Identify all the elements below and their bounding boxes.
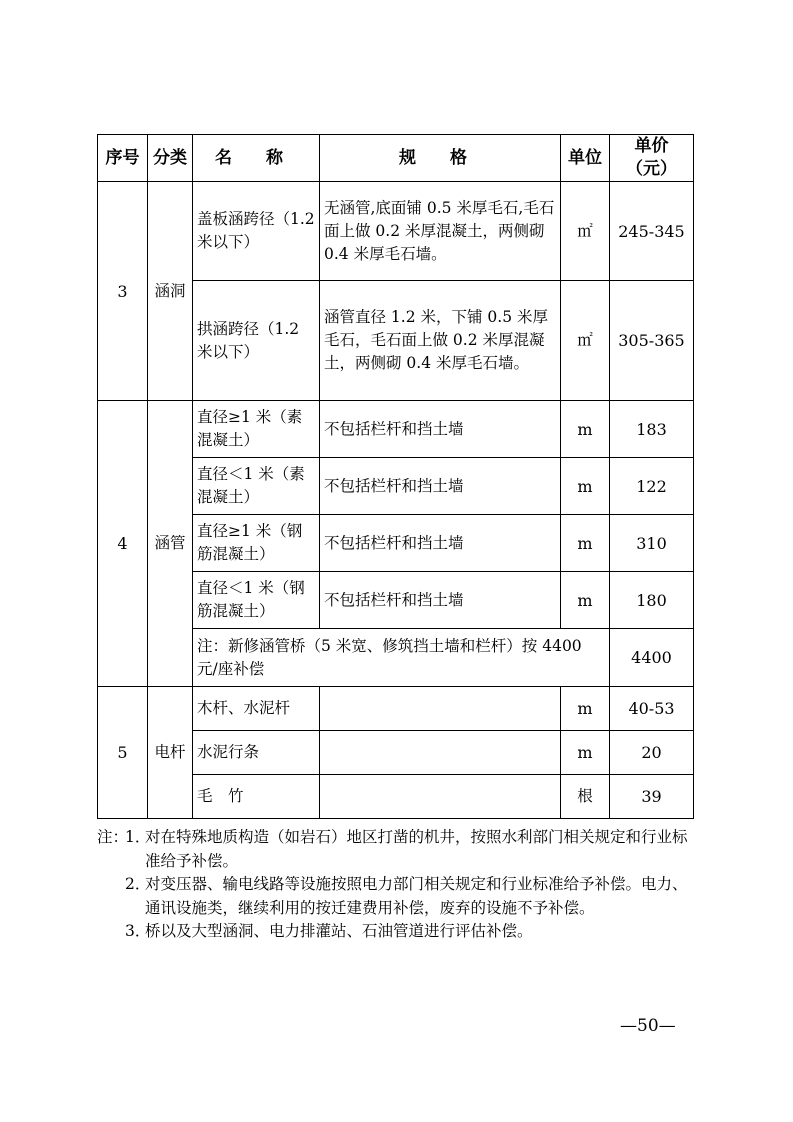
footnote-item bbox=[97, 826, 697, 873]
item-name: 木杆、水泥杆 bbox=[193, 687, 320, 731]
footnote-number: 1． bbox=[125, 828, 151, 846]
item-price: 183 bbox=[610, 401, 694, 458]
item-unit: m bbox=[561, 458, 610, 515]
item-spec: 涵管直径 1.2 米，下铺 0.5 米厚毛石，毛石面上做 0.2 米厚混凝土，两侧砌 0.4 米厚毛石墙。 bbox=[320, 281, 561, 401]
footnote-text: 对变压器、输电线路等设施按照电力部门相关规定和行业标准给予补偿。电力、通讯设施类，继续利用的按迁建费用补偿，废弃的设施不予补偿。 bbox=[145, 875, 688, 917]
page-number: —50— bbox=[620, 1016, 676, 1036]
group-category: 电杆 bbox=[148, 687, 193, 819]
item-price: 39 bbox=[610, 775, 694, 819]
item-unit: ㎡ bbox=[561, 281, 610, 401]
item-name: 直径≥1 米（钢筋混凝土） bbox=[193, 515, 320, 572]
item-spec bbox=[320, 731, 561, 775]
compensation-table bbox=[97, 134, 694, 819]
header-unit: 单位 bbox=[561, 135, 610, 182]
footnote-text: 桥以及大型涵洞、电力排灌站、石油管道进行评估补偿。 bbox=[145, 922, 533, 940]
item-price: 40-53 bbox=[610, 687, 694, 731]
item-name: 直径≥1 米（素混凝土） bbox=[193, 401, 320, 458]
item-unit: m bbox=[561, 572, 610, 629]
item-price: 20 bbox=[610, 731, 694, 775]
footnote-number: 2． bbox=[125, 875, 151, 893]
item-name: 拱涵跨径（1.2 米以下） bbox=[193, 281, 320, 401]
group-category: 涵管 bbox=[148, 401, 193, 687]
footnote-number: 3． bbox=[125, 922, 151, 940]
header-category: 分类 bbox=[148, 135, 193, 182]
item-name: 毛 竹 bbox=[193, 775, 320, 819]
item-spec: 不包括栏杆和挡土墙 bbox=[320, 515, 561, 572]
item-price: 310 bbox=[610, 515, 694, 572]
group-category: 涵洞 bbox=[148, 182, 193, 401]
item-spec: 无涵管,底面铺 0.5 米厚毛石,毛石面上做 0.2 米厚混凝土，两侧砌 0.4 米厚毛石墙。 bbox=[320, 182, 561, 281]
item-unit: m bbox=[561, 687, 610, 731]
footnote-text: 对在特殊地质构造（如岩石）地区打凿的机井，按照水利部门相关规定和行业标准给予补偿。 bbox=[145, 828, 688, 870]
item-unit: m bbox=[561, 731, 610, 775]
item-spec bbox=[320, 775, 561, 819]
group-index: 3 bbox=[98, 182, 148, 401]
item-price: 305-365 bbox=[610, 281, 694, 401]
footnote-item bbox=[97, 920, 697, 944]
item-name: 直径＜1 米（钢筋混凝土） bbox=[193, 572, 320, 629]
header-name: 名 称 bbox=[193, 135, 320, 182]
table-row bbox=[98, 401, 694, 458]
table-header-row bbox=[98, 135, 694, 182]
item-unit: m bbox=[561, 401, 610, 458]
item-unit: 根 bbox=[561, 775, 610, 819]
item-spec bbox=[320, 687, 561, 731]
item-name: 盖板涵跨径（1.2 米以下） bbox=[193, 182, 320, 281]
table-row bbox=[98, 182, 694, 281]
footnote-item bbox=[97, 873, 697, 920]
pipe-bridge-price: 4400 bbox=[610, 629, 694, 687]
item-spec: 不包括栏杆和挡土墙 bbox=[320, 572, 561, 629]
footnotes bbox=[97, 826, 697, 944]
item-price: 122 bbox=[610, 458, 694, 515]
item-price: 245-345 bbox=[610, 182, 694, 281]
pipe-bridge-note: 注：新修涵管桥（5 米宽、修筑挡土墙和栏杆）按 4400 元/座补偿 bbox=[193, 629, 610, 687]
footnote-lead: 注： bbox=[97, 828, 129, 846]
item-name: 直径＜1 米（素混凝土） bbox=[193, 458, 320, 515]
item-spec: 不包括栏杆和挡土墙 bbox=[320, 401, 561, 458]
item-name: 水泥行条 bbox=[193, 731, 320, 775]
item-unit: m bbox=[561, 515, 610, 572]
group-index: 4 bbox=[98, 401, 148, 687]
item-price: 180 bbox=[610, 572, 694, 629]
item-spec: 不包括栏杆和挡土墙 bbox=[320, 458, 561, 515]
header-index: 序号 bbox=[98, 135, 148, 182]
header-spec: 规 格 bbox=[320, 135, 561, 182]
table-row bbox=[98, 687, 694, 731]
header-price: 单价（元） bbox=[610, 135, 694, 182]
group-index: 5 bbox=[98, 687, 148, 819]
item-unit: ㎡ bbox=[561, 182, 610, 281]
